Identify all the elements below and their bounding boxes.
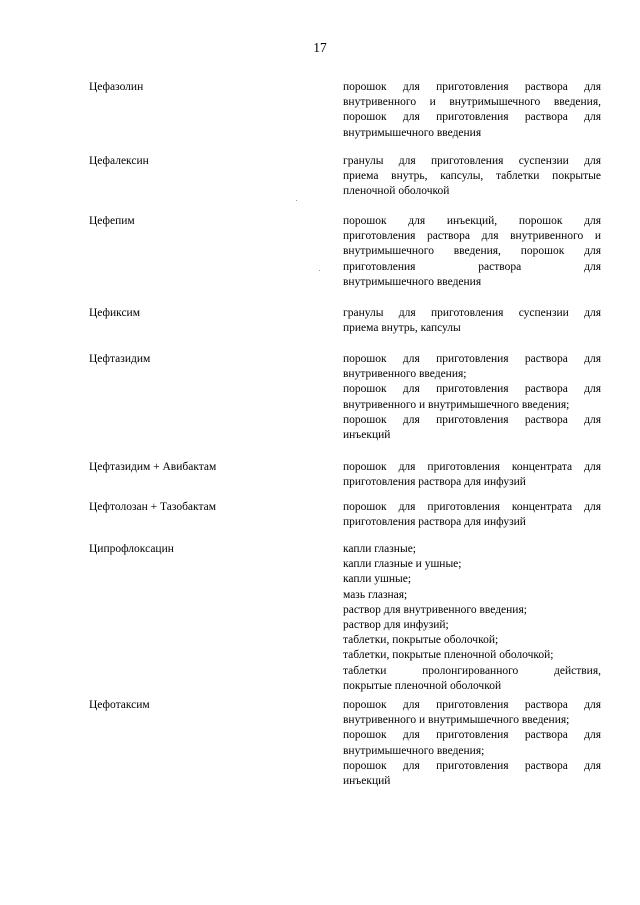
dosage-form-line: внутривенного и внутримышечного введения; bbox=[343, 398, 570, 411]
dosage-form-line: порошок для приготовления раствора для bbox=[343, 353, 601, 365]
dosage-form-line: приема внутрь, капсулы, таблетки покрытые bbox=[343, 170, 601, 183]
dosage-form-line: гранулы для приготовления суспензии для bbox=[343, 155, 601, 167]
dosage-form-line: внутривенного введения; bbox=[343, 368, 467, 381]
dosage-form-line: приготовления раствора для внутривенного и bbox=[343, 230, 601, 243]
dosage-forms bbox=[343, 214, 601, 290]
dosage-form-line: порошок для приготовления концентрата для bbox=[343, 501, 601, 513]
dosage-form-line: капли глазные и ушные; bbox=[343, 558, 462, 571]
scan-speck bbox=[319, 270, 320, 271]
dosage-form-line: внутримышечного введения bbox=[343, 275, 482, 288]
dosage-form-line: порошок для приготовления раствора для bbox=[343, 383, 601, 396]
dosage-form-line: внутривенного и внутримышечного введения; bbox=[343, 714, 570, 727]
drug-name: Цефепим bbox=[89, 215, 135, 227]
dosage-forms bbox=[343, 352, 601, 443]
dosage-form-line: таблетки пролонгированного действия, bbox=[343, 664, 601, 677]
dosage-form-line: инъекций bbox=[343, 775, 391, 788]
dosage-form-line: инъекций bbox=[343, 429, 391, 442]
dosage-form-line: порошок для приготовления раствора для bbox=[343, 111, 601, 124]
dosage-form-line: приема внутрь, капсулы bbox=[343, 322, 461, 335]
drug-name: Цефотаксим bbox=[89, 699, 150, 711]
dosage-form-line: порошок для инъекций, порошок для bbox=[343, 215, 601, 227]
dosage-form-line: пленочной оболочкой bbox=[343, 185, 450, 198]
dosage-forms bbox=[343, 154, 601, 200]
drug-name: Цефиксим bbox=[89, 307, 140, 319]
dosage-forms bbox=[343, 80, 601, 141]
dosage-form-line: порошок для приготовления раствора для bbox=[343, 413, 601, 426]
drug-name: Цефтазидим + Авибактам bbox=[89, 461, 217, 473]
dosage-form-line: таблетки, покрытые пленочной оболочкой; bbox=[343, 649, 554, 662]
page-number: 17 bbox=[313, 40, 327, 55]
dosage-form-line: приготовления раствора для инфузий bbox=[343, 476, 526, 489]
dosage-form-line: приготовления раствора для bbox=[343, 260, 601, 273]
dosage-form-line: внутривенного и внутримышечного введения, bbox=[343, 96, 601, 109]
dosage-form-line: покрытые пленочной оболочкой bbox=[343, 679, 502, 692]
dosage-form-line: раствор для внутривенного введения; bbox=[343, 603, 527, 616]
dosage-form-line: капли ушные; bbox=[343, 573, 412, 586]
dosage-form-line: внутримышечного введения; bbox=[343, 744, 485, 757]
drug-name: Цефтазидим bbox=[89, 353, 151, 365]
dosage-form-line: мазь глазная; bbox=[343, 588, 408, 601]
drug-name: Ципрофлоксацин bbox=[89, 543, 174, 555]
dosage-form-line: внутримышечного введения bbox=[343, 126, 482, 139]
dosage-form-line: порошок для приготовления раствора для bbox=[343, 729, 601, 742]
dosage-form-line: порошок для приготовления концентрата для bbox=[343, 461, 601, 473]
dosage-form-line: порошок для приготовления раствора для bbox=[343, 81, 601, 93]
drug-name: Цефтолозан + Тазобактам bbox=[89, 501, 217, 513]
dosage-form-line: капли глазные; bbox=[343, 543, 416, 555]
dosage-form-line: приготовления раствора для инфузий bbox=[343, 516, 526, 529]
dosage-form-line: таблетки, покрытые оболочкой; bbox=[343, 634, 499, 647]
drug-name: Цефазолин bbox=[89, 81, 144, 93]
scan-speck bbox=[296, 200, 297, 201]
drug-name: Цефалексин bbox=[89, 155, 149, 167]
dosage-forms bbox=[343, 542, 601, 694]
dosage-forms bbox=[343, 500, 601, 530]
dosage-form-line: гранулы для приготовления суспензии для bbox=[343, 307, 601, 319]
dosage-form-line: порошок для приготовления раствора для bbox=[343, 699, 601, 711]
dosage-form-line: внутримышечного введения, порошок для bbox=[343, 245, 601, 258]
dosage-forms bbox=[343, 698, 601, 789]
dosage-forms bbox=[343, 306, 601, 336]
dosage-form-line: порошок для приготовления раствора для bbox=[343, 759, 601, 772]
dosage-form-line: раствор для инфузий; bbox=[343, 619, 449, 632]
dosage-forms bbox=[343, 460, 601, 490]
